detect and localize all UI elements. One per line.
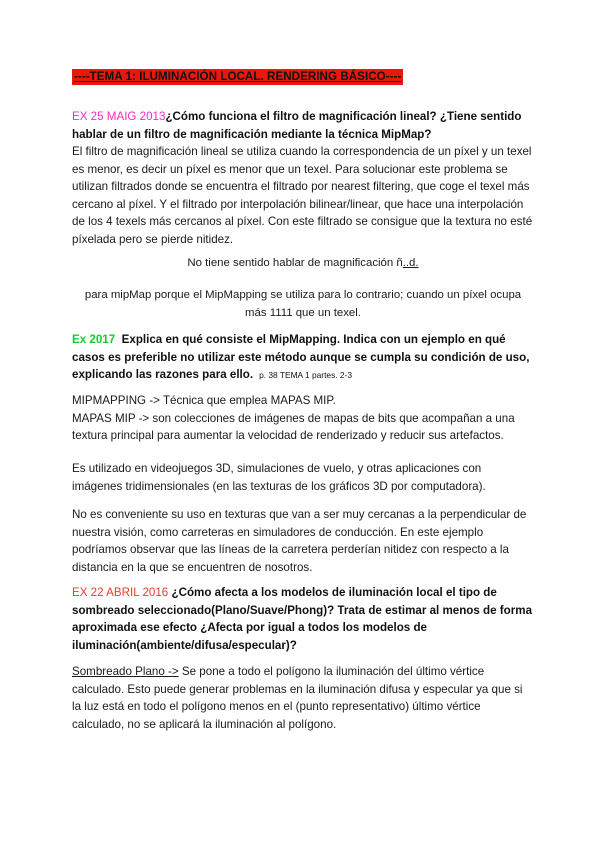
answer-2 <box>72 392 534 445</box>
exam-tag: EX 25 MAIG 2013 <box>72 110 166 123</box>
answer-3-label: Sombreado Plano -> <box>72 665 179 678</box>
question-2 <box>72 331 534 385</box>
question-text: Explica en qué consiste el MipMapping. Indica con un ejemplo en qué casos es preferible no utilizar este método aunque se cumpla su condición de uso, explicando las razones para ello. <box>72 333 530 382</box>
note-1-text: No tiene sentido hablar de magnificación ñ <box>187 257 403 269</box>
note-1-link: ..d. <box>402 257 419 269</box>
section-title: ----TEMA 1: ILUMINACIÓN LOCAL. RENDERING BÁSICO---- <box>74 70 402 83</box>
note-2-line-1: para mipMap porque el MipMapping se utiliza para lo contrario; cuando un píxel ocupa <box>84 289 522 301</box>
answer-2-line-1: MIPMAPPING -> Técnica que emplea MAPAS MIP. <box>72 394 336 407</box>
answer-2-para-2: Es utilizado en videojuegos 3D, simulaciones de vuelo, y otras aplicaciones con imágenes tridimensionales (en las texturas de los gráficos 3D por computadora). <box>72 462 486 493</box>
answer-2-line-2: MAPAS MIP -> son colecciones de imágenes de mapas de bits que acompañan a una textura principal para aumentar la velocidad de renderizado y reducir sus artefactos. <box>72 411 515 443</box>
exam-tag: EX 22 ABRIL 2016 <box>72 586 169 599</box>
exam-tag: Ex 2017 <box>72 333 116 346</box>
question-text: ¿Cómo afecta a los modelos de iluminación local el tipo de sombreado seleccionado(Plano/Suave/Phong)? Trata de estimar al menos de forma aproximada ese efecto ¿Afecta por igual a todos los modelos de iluminación(ambiente/difusa/especular)? <box>72 586 533 652</box>
answer-2-para-3: No es conveniente su uso en texturas que van a ser muy cercanas a la perpendicular de nuestra visión, como carreteras en simuladores de conducción. En este ejemplo podríamos observar que las líneas de la carretera perderían nitidez con respecto a la distancia en la que se encuentren de nosotros. <box>72 508 527 574</box>
question-3 <box>72 584 534 654</box>
question-text: ¿Cómo funciona el filtro de magnificación lineal? ¿Tiene sentido hablar de un filtro de magnificación mediante la técnica MipMap? <box>72 110 522 141</box>
note-1 <box>72 255 534 273</box>
answer-3 <box>72 663 534 733</box>
page-reference: p. 38 TEMA 1 partes. 2-3 <box>259 370 353 381</box>
answer-1: El filtro de magnificación lineal se utiliza cuando la correspondencia de un píxel y un texel es menor, es decir un píxel es menor que un texel. Para solucionar este problema se utilizan filtrados donde se encuentra el filtrado por nearest filtering, que coge el texel más cercano al píxel. Y el filtrado por interpolación bilinear/linear, que hace una interpolación de los 4 texels más cercanos al píxel. Con este filtrado se consigue que la textura no esté píxelada pero se pierde nitidez. <box>72 145 533 246</box>
answer-3-text: Se pone a todo el polígono la iluminación del último vértice calculado. Esto puede generar problemas en la iluminación difusa y especular ya que si la luz está en todo el polígono menos en el (punto representativo) último vértice calculado, no se aplicará la iluminación al polígono. <box>72 665 523 731</box>
note-2-line-2: más 1111 que un texel. <box>245 306 361 319</box>
question-1 <box>72 108 534 143</box>
note-2 <box>72 287 534 322</box>
